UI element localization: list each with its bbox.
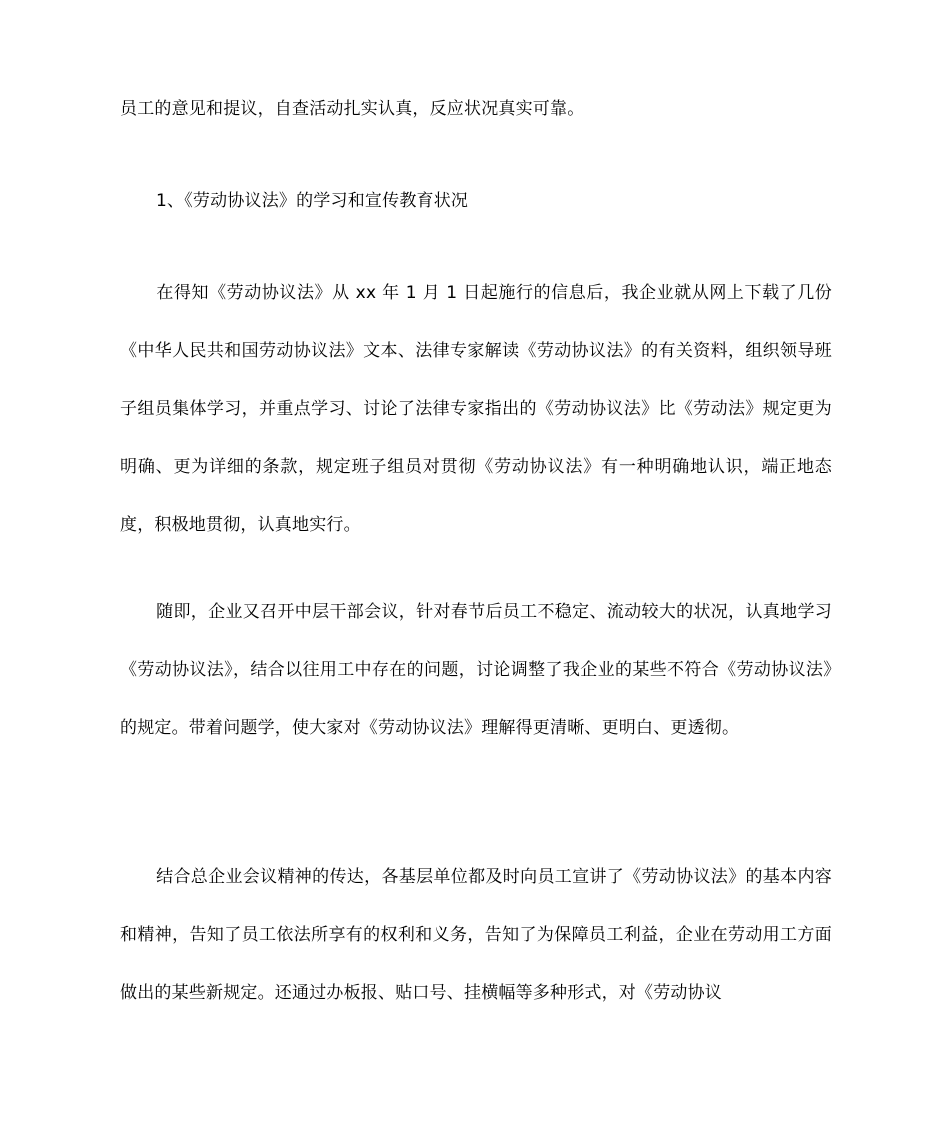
paragraph-continuation [120, 80, 832, 138]
paragraph-text: 员工的意见和提议，自查活动扎实认真，反应状况真实可靠。 [120, 99, 585, 119]
paragraph-study [120, 264, 832, 554]
paragraph-meeting [120, 583, 832, 757]
heading-text: 1、《劳动协议法》的学习和宣传教育状况 [156, 191, 469, 211]
paragraph-text: 随即，企业又召开中层干部会议，针对春节后员工不稳定、流动较大的状况，认真地学习《劳动协议法》，结合以往用工中存在的问题，讨论调整了我企业的某些不符合《劳动协议法》的规定。带着问题学，使大家对《劳动协议法》理解得更清晰、更明白、更透彻。 [120, 602, 832, 738]
paragraph-publicity [120, 848, 832, 1022]
section-heading [120, 172, 832, 230]
paragraph-text: 结合总企业会议精神的传达，各基层单位都及时向员工宣讲了《劳动协议法》的基本内容和精神，告知了员工依法所享有的权利和义务，告知了为保障员工利益，企业在劳动用工方面做出的某些新规定。还通过办板报、贴口号、挂横幅等多种形式，对《劳动协议 [120, 867, 832, 1003]
paragraph-text: 在得知《劳动协议法》从 xx 年 1 月 1 日起施行的信息后，我企业就从网上下载了几份《中华人民共和国劳动协议法》文本、法律专家解读《劳动协议法》的有关资料，组织领导班子组员集体学习，并重点学习、讨论了法律专家指出的《劳动协议法》比《劳动法》规定更为明确、更为详细的条款，规定班子组员对贯彻《劳动协议法》有一种明确地认识，端正地态度，积极地贯彻，认真地实行。 [120, 283, 832, 535]
